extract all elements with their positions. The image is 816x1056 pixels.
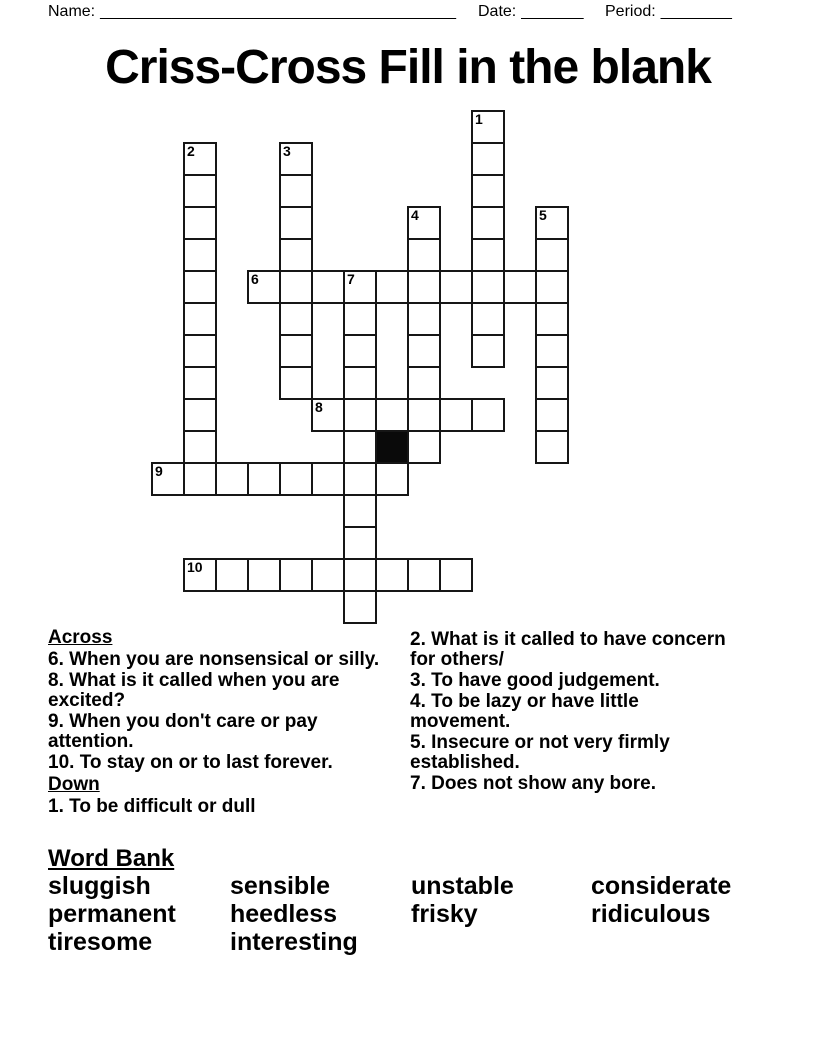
grid-cell-r15-c6[interactable] <box>343 590 377 624</box>
grid-cell-r1-c10[interactable] <box>471 142 505 176</box>
cell-number-8: 8 <box>315 399 323 415</box>
grid-cell-r7-c1[interactable] <box>183 334 217 368</box>
clue-down-5: 5. Insecure or not very firmly established. <box>410 732 670 773</box>
grid-cell-r5-c5[interactable] <box>311 270 345 304</box>
grid-cell-r2-c4[interactable] <box>279 174 313 208</box>
grid-cell-r9-c12[interactable] <box>535 398 569 432</box>
clue-across-10: 10. To stay on or to last forever. <box>48 752 333 773</box>
cell-number-1: 1 <box>475 111 483 127</box>
name-label: Name: <box>48 3 96 20</box>
clue-down-4: 4. To be lazy or have little movement. <box>410 691 639 732</box>
grid-cell-r2-c10[interactable] <box>471 174 505 208</box>
grid-cell-r9-c6[interactable] <box>343 398 377 432</box>
grid-cell-r12-c6[interactable] <box>343 494 377 528</box>
grid-cell-r11-c3[interactable] <box>247 462 281 496</box>
grid-cell-r6-c4[interactable] <box>279 302 313 336</box>
grid-cell-r14-c9[interactable] <box>439 558 473 592</box>
grid-cell-r9-c7[interactable] <box>375 398 409 432</box>
grid-cell-r1-c4[interactable] <box>279 142 313 176</box>
grid-cell-r10-c1[interactable] <box>183 430 217 464</box>
grid-cell-r7-c4[interactable] <box>279 334 313 368</box>
word-bank-item-frisky: frisky <box>411 900 478 928</box>
period-blank-line[interactable]: ________ <box>660 3 732 20</box>
grid-cell-r6-c12[interactable] <box>535 302 569 336</box>
grid-cell-r6-c8[interactable] <box>407 302 441 336</box>
grid-cell-r8-c4[interactable] <box>279 366 313 400</box>
word-bank-item-unstable: unstable <box>411 872 514 900</box>
grid-cell-r5-c10[interactable] <box>471 270 505 304</box>
grid-cell-r7-c6[interactable] <box>343 334 377 368</box>
grid-cell-r11-c1[interactable] <box>183 462 217 496</box>
word-bank-item-sensible: sensible <box>230 872 331 900</box>
grid-cell-r11-c6[interactable] <box>343 462 377 496</box>
grid-cell-r14-c7[interactable] <box>375 558 409 592</box>
grid-cell-r7-c8[interactable] <box>407 334 441 368</box>
clue-down-2: 2. What is it called to have concern for others/ <box>410 629 726 670</box>
grid-cell-r0-c10[interactable] <box>471 110 505 144</box>
name-blank-line[interactable]: ________________________________________ <box>100 3 457 20</box>
grid-cell-r4-c12[interactable] <box>535 238 569 272</box>
clues-left-column <box>48 628 393 818</box>
grid-cell-r11-c2[interactable] <box>215 462 249 496</box>
grid-cell-r10-c8[interactable] <box>407 430 441 464</box>
grid-cell-r4-c10[interactable] <box>471 238 505 272</box>
down-clue-list-start <box>48 797 393 817</box>
grid-cell-r14-c1[interactable] <box>183 558 217 592</box>
word-bank-item-considerate: considerate <box>591 872 732 900</box>
grid-cell-r9-c10[interactable] <box>471 398 505 432</box>
grid-cell-r8-c8[interactable] <box>407 366 441 400</box>
grid-cell-r11-c7[interactable] <box>375 462 409 496</box>
grid-cell-r9-c9[interactable] <box>439 398 473 432</box>
across-clue-list <box>48 650 393 773</box>
grid-cell-r11-c0[interactable] <box>151 462 185 496</box>
grid-cell-r14-c3[interactable] <box>247 558 281 592</box>
grid-cell-r3-c1[interactable] <box>183 206 217 240</box>
clue-down-1: 1. To be difficult or dull <box>48 796 256 817</box>
clue-down-3: 3. To have good judgement. <box>410 670 660 691</box>
cell-number-6: 6 <box>251 271 259 287</box>
grid-cell-r5-c9[interactable] <box>439 270 473 304</box>
grid-cell-r6-c1[interactable] <box>183 302 217 336</box>
grid-cell-r7-c12[interactable] <box>535 334 569 368</box>
date-blank-line[interactable]: _______ <box>521 3 584 20</box>
word-bank-list <box>48 872 731 956</box>
period-label: Period: <box>605 3 656 20</box>
grid-cell-r8-c1[interactable] <box>183 366 217 400</box>
word-bank-item-sluggish: sluggish <box>48 872 151 900</box>
clue-across-6: 6. When you are nonsensical or silly. <box>48 649 380 670</box>
grid-cell-r3-c4[interactable] <box>279 206 313 240</box>
grid-cell-r11-c5[interactable] <box>311 462 345 496</box>
name-field <box>48 2 456 22</box>
word-bank-item-ridiculous: ridiculous <box>591 900 711 928</box>
across-heading: Across <box>48 627 113 648</box>
grid-cell-r5-c11[interactable] <box>503 270 537 304</box>
cell-number-9: 9 <box>155 463 163 479</box>
date-field <box>478 2 584 22</box>
grid-cell-r13-c6[interactable] <box>343 526 377 560</box>
clues-right-column <box>410 630 742 795</box>
cell-number-3: 3 <box>283 143 291 159</box>
word-bank-item-interesting: interesting <box>230 928 358 956</box>
grid-cell-r14-c5[interactable] <box>311 558 345 592</box>
grid-cell-r14-c4[interactable] <box>279 558 313 592</box>
grid-cell-r5-c1[interactable] <box>183 270 217 304</box>
word-bank-item-permanent: permanent <box>48 900 176 928</box>
grid-cell-r5-c4[interactable] <box>279 270 313 304</box>
grid-cell-r3-c10[interactable] <box>471 206 505 240</box>
grid-cell-r5-c12[interactable] <box>535 270 569 304</box>
grid-cell-r14-c8[interactable] <box>407 558 441 592</box>
grid-cell-r2-c1[interactable] <box>183 174 217 208</box>
grid-cell-r3-c12[interactable] <box>535 206 569 240</box>
grid-cell-r9-c1[interactable] <box>183 398 217 432</box>
date-label: Date: <box>478 3 517 20</box>
word-bank-item-heedless: heedless <box>230 900 338 928</box>
grid-cell-r11-c4[interactable] <box>279 462 313 496</box>
clue-across-8: 8. What is it called when you are excited? <box>48 670 340 711</box>
grid-cell-r5-c6[interactable] <box>343 270 377 304</box>
grid-cell-r6-c10[interactable] <box>471 302 505 336</box>
grid-cell-r3-c8[interactable] <box>407 206 441 240</box>
grid-cell-r1-c1[interactable] <box>183 142 217 176</box>
grid-cell-r10-c12[interactable] <box>535 430 569 464</box>
grid-cell-r14-c6[interactable] <box>343 558 377 592</box>
grid-cell-r8-c6[interactable] <box>343 366 377 400</box>
period-field <box>605 2 732 22</box>
blocked-cell <box>375 430 409 464</box>
grid-cell-r6-c6[interactable] <box>343 302 377 336</box>
grid-cell-r5-c3[interactable] <box>247 270 281 304</box>
grid-cell-r10-c6[interactable] <box>343 430 377 464</box>
grid-cell-r4-c8[interactable] <box>407 238 441 272</box>
cell-number-2: 2 <box>187 143 195 159</box>
grid-cell-r4-c1[interactable] <box>183 238 217 272</box>
cell-number-5: 5 <box>539 207 547 223</box>
grid-cell-r7-c10[interactable] <box>471 334 505 368</box>
grid-cell-r5-c7[interactable] <box>375 270 409 304</box>
clue-across-9: 9. When you don't care or pay attention. <box>48 711 318 752</box>
grid-cell-r4-c4[interactable] <box>279 238 313 272</box>
grid-cell-r5-c8[interactable] <box>407 270 441 304</box>
grid-cell-r8-c12[interactable] <box>535 366 569 400</box>
cell-number-4: 4 <box>411 207 419 223</box>
down-heading: Down <box>48 774 100 795</box>
grid-cell-r14-c2[interactable] <box>215 558 249 592</box>
word-bank-item-tiresome: tiresome <box>48 928 153 956</box>
worksheet-title: Criss-Cross Fill in the blank <box>105 41 711 94</box>
cell-number-10: 10 <box>187 559 203 575</box>
cell-number-7: 7 <box>347 271 355 287</box>
grid-cell-r9-c8[interactable] <box>407 398 441 432</box>
word-bank-heading: Word Bank <box>48 845 175 872</box>
grid-cell-r9-c5[interactable] <box>311 398 345 432</box>
clue-down-7: 7. Does not show any bore. <box>410 773 656 794</box>
